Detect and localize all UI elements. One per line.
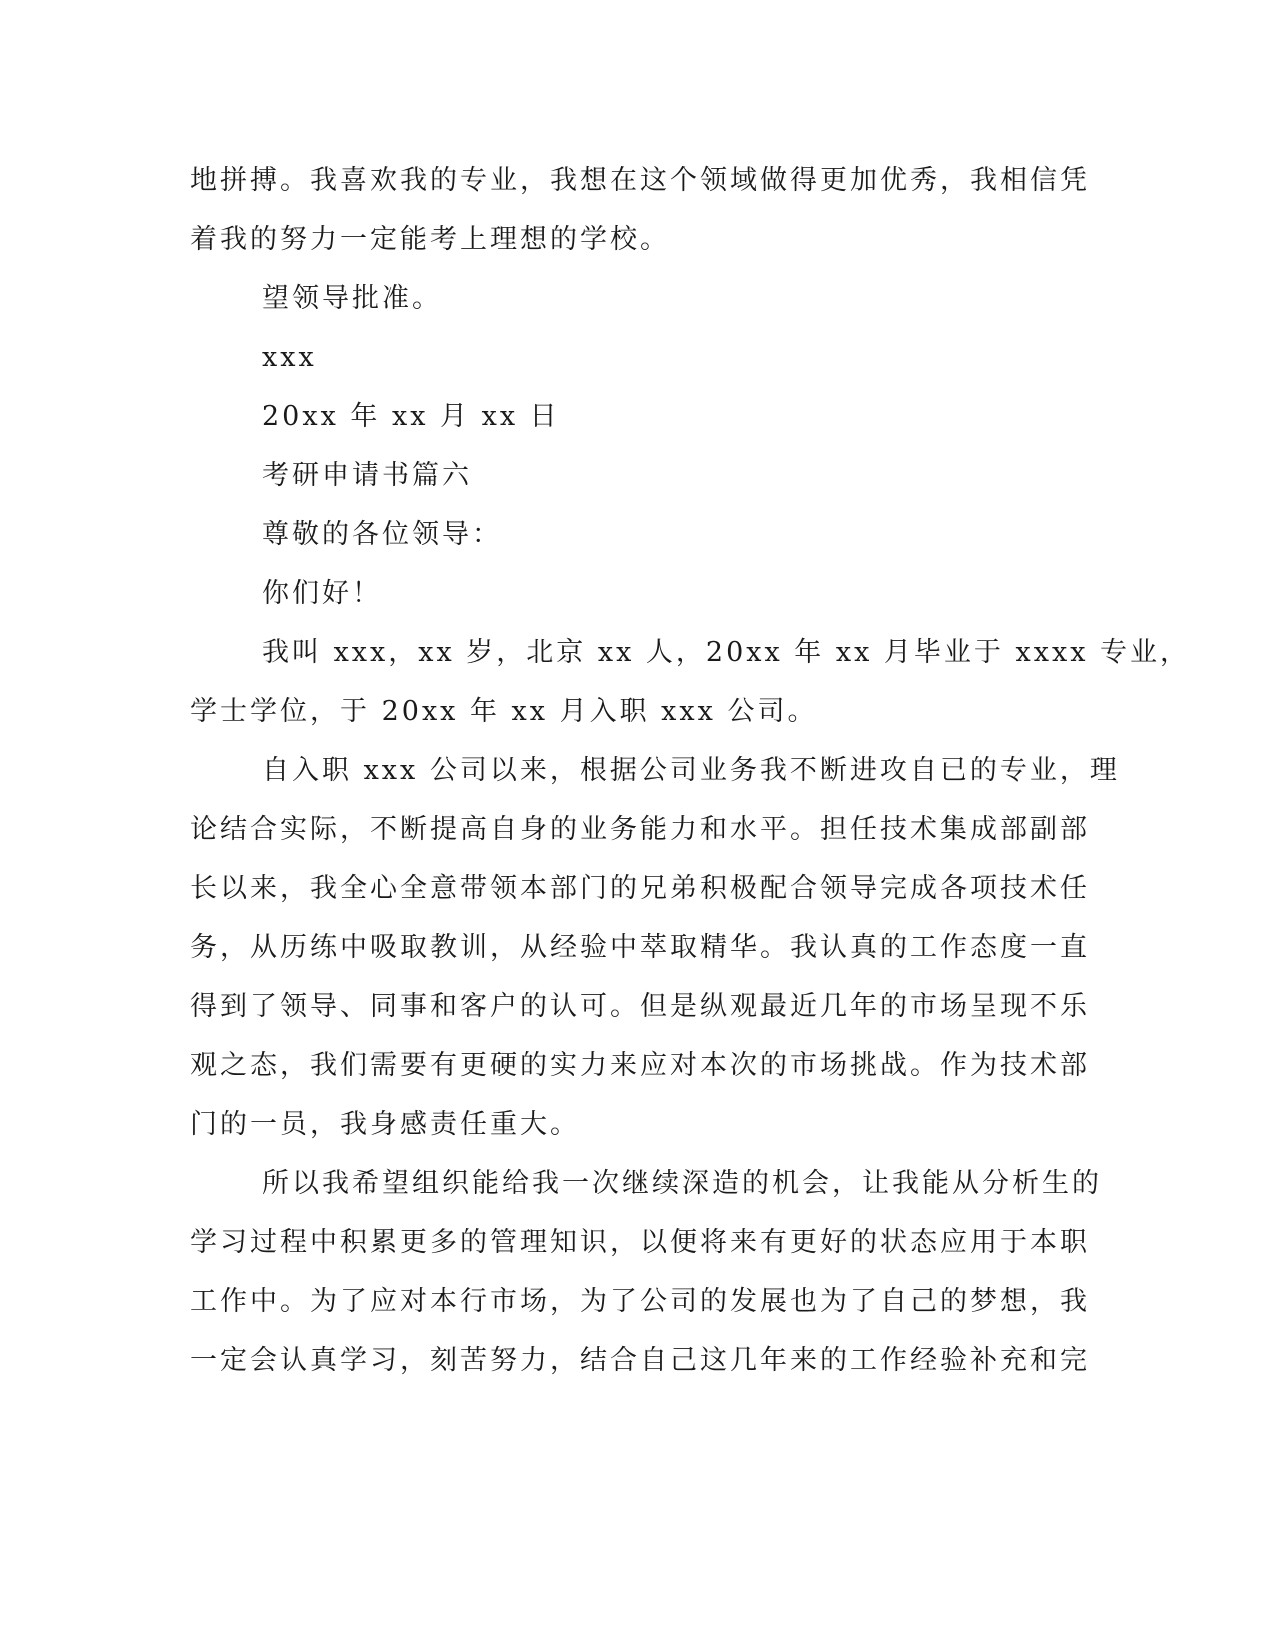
salutation: 尊敬的各位领导： (262, 519, 502, 550)
text-line: 门的一员，我身感责任重大。 (190, 1109, 580, 1140)
text-line: 地拼搏。我喜欢我的专业，我想在这个领域做得更加优秀，我相信凭 (190, 165, 1090, 196)
text-line: 所以我希望组织能给我一次继续深造的机会，让我能从分析生的 (262, 1168, 1102, 1199)
text-line: 论结合实际，不断提高自身的业务能力和水平。担任技术集成部副部 (190, 814, 1090, 845)
section-heading: 考研申请书篇六 (262, 460, 472, 491)
text-line: 一定会认真学习，刻苦努力，结合自己这几年来的工作经验补充和完 (190, 1345, 1090, 1376)
signature-date: 20xx 年 xx 月 xx 日 (262, 401, 560, 432)
text-line: 自入职 xxx 公司以来，根据公司业务我不断进攻自已的专业，理 (262, 755, 1120, 786)
text-line: 我叫 xxx，xx 岁，北京 xx 人，20xx 年 xx 月毕业于 xxxx 专业， (262, 637, 1191, 668)
signature-name: xxx (262, 342, 317, 373)
text-line: 学士学位，于 20xx 年 xx 月入职 xxx 公司。 (190, 696, 818, 727)
closing-request: 望领导批准。 (262, 283, 442, 314)
text-line: 务，从历练中吸取教训，从经验中萃取精华。我认真的工作态度一直 (190, 932, 1090, 963)
text-line: 工作中。为了应对本行市场，为了公司的发展也为了自己的梦想，我 (190, 1286, 1090, 1317)
text-line: 着我的努力一定能考上理想的学校。 (190, 224, 670, 255)
text-line: 观之态，我们需要有更硬的实力来应对本次的市场挑战。作为技术部 (190, 1050, 1090, 1081)
greeting: 你们好！ (262, 578, 382, 609)
text-line: 得到了领导、同事和客户的认可。但是纵观最近几年的市场呈现不乐 (190, 991, 1090, 1022)
text-line: 学习过程中积累更多的管理知识，以便将来有更好的状态应用于本职 (190, 1227, 1090, 1258)
text-line: 长以来，我全心全意带领本部门的兄弟积极配合领导完成各项技术任 (190, 873, 1090, 904)
